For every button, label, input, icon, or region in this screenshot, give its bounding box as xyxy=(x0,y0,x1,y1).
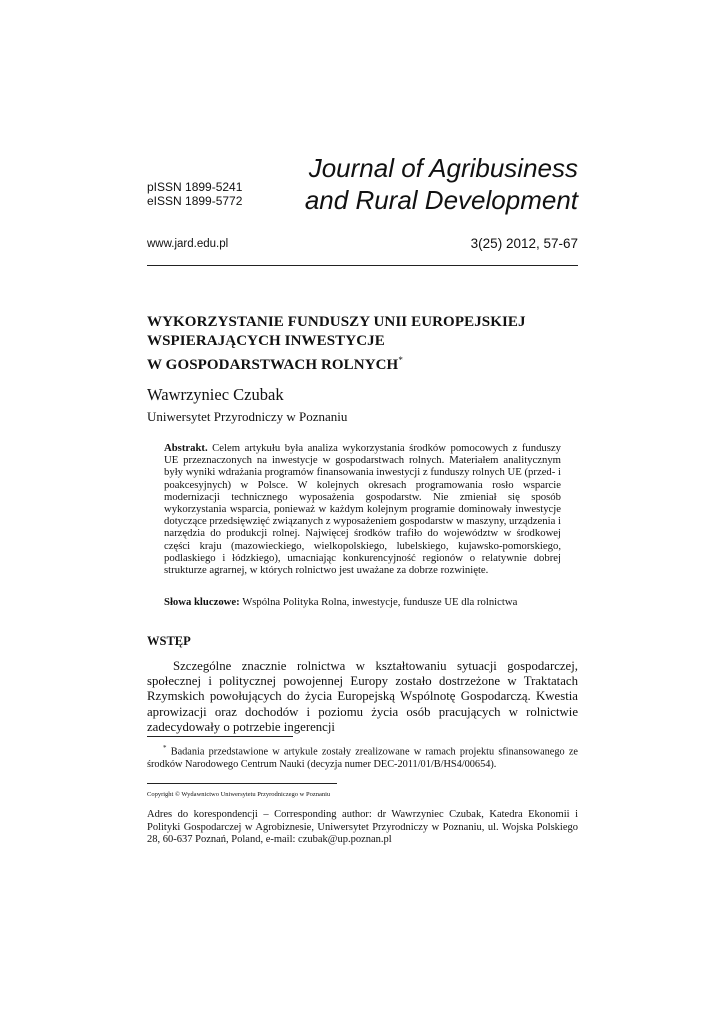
keywords xyxy=(164,596,561,609)
header-divider xyxy=(147,265,578,266)
title-line3-wrap xyxy=(147,351,526,375)
title-footnote-mark: * xyxy=(398,355,403,365)
eissn: eISSN 1899-5772 xyxy=(147,194,243,208)
journal-title-line1: Journal of Agribusiness xyxy=(308,153,578,183)
section-heading: WSTĘP xyxy=(147,634,191,648)
journal-title xyxy=(305,152,578,216)
author-affiliation: Uniwersytet Przyrodniczy w Poznaniu xyxy=(147,409,348,424)
footnote xyxy=(147,742,578,771)
title-line2: WSPIERAJĄCYCH INWESTYCJE xyxy=(147,333,385,349)
title-line1: WYKORZYSTANIE FUNDUSZY UNII EUROPEJSKIEJ xyxy=(147,314,526,330)
footnote-text: Badania przedstawione w artykule zostały zrealizowane w ramach projektu sfinansowanego ze środków Narodowego Centrum Nauki (decyzja numer DEC-2011/01/B/HS4/00654). xyxy=(147,746,579,770)
pissn: pISSN 1899-5241 xyxy=(147,180,243,194)
volume-pages: 3(25) 2012, 57-67 xyxy=(470,236,578,251)
footnote-divider xyxy=(147,736,293,737)
author-name: Wawrzyniec Czubak xyxy=(147,385,284,404)
abstract-text: Celem artykułu była analiza wykorzystania środków pomocowych z funduszy UE przeznaczonych na inwestycje w gospodarstwach rolnych. Materiałem analitycznym były wyniki wdrażania programów finansowania inwestycji z funduszy rolnych UE (przed- i poakcesyjnych) w Polsce. W kolejnych okresach programowania rosło wsparcie modernizacji technicznego wyposażenia gospodarstw. Nie zmieniał się sposób wykorzystania wsparcia, ponieważ w każdym kolejnym programie dominowały inwestycje dotyczące przedsięwzięć związanych z wyposażeniem gospodarstw w maszyny, urządzenia i narzędzia do produkcji rolnej. Najwięcej środków trafiło do województw w środkowej części kraju (mazowieckiego, wielkopolskiego, lubelskiego, kujawsko-pomorskiego, podlaskiego i łódzkiego), umacniając konkurencyjność regionów o relatywnie dobrej strukturze agrarnej, w których rolnictwo jest uważane za dobrze rozwinięte. xyxy=(164,442,561,577)
correspondence-address: Adres do korespondencji – Corresponding author: dr Wawrzyniec Czubak, Katedra Ekonomii i Polityki Gospodarczej w Agrobiznesie, Uniwersytet Przyrodniczy w Poznaniu, ul. Wojska Polskiego 28, 60-637 Poznań, Poland, e-mail: czubak@up.poznan.pl xyxy=(147,809,578,846)
body-paragraph: Szczególne znacznie rolnictwa w kształtowaniu sytuacji gospodarczej, społecznej i politycznej powojennej Europy zostało dostrzeżone w Traktatach Rzymskich powołujących do życia Europejską Wspólnotę Gospodarczą. Kwestia aprowizacji oraz dochodów i poziomu życia osób pracujących w rolnictwie zadecydowały o potrzebie ingerencji xyxy=(147,659,578,734)
title-line3: W GOSPODARSTWACH ROLNYCH xyxy=(147,357,399,373)
journal-title-line2: and Rural Development xyxy=(304,185,578,215)
issn-block xyxy=(147,180,242,208)
article-title xyxy=(147,313,526,375)
copyright-divider xyxy=(147,783,337,784)
copyright: Copyright © Wydawnictwo Uniwersytetu Przyrodniczego w Poznaniu xyxy=(147,791,331,798)
abstract xyxy=(164,442,561,576)
keywords-text: Wspólna Polityka Rolna, inwestycje, fundusze UE dla rolnictwa xyxy=(242,596,518,608)
journal-website: www.jard.edu.pl xyxy=(147,238,229,250)
abstract-label: Abstrakt. xyxy=(164,442,208,454)
keywords-label: Słowa kluczowe: xyxy=(164,596,240,608)
footnote-mark: * xyxy=(163,744,167,752)
